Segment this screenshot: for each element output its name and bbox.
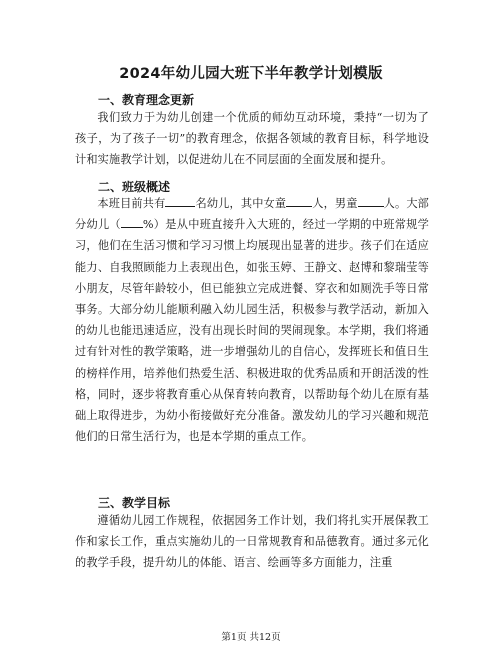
class-count-text-4: 人。大部分幼儿（ <box>75 197 430 232</box>
boys-count-blank <box>358 194 384 207</box>
class-count-text-3: 人，男童 <box>312 197 358 210</box>
girls-count-blank <box>286 194 312 207</box>
percent-blank <box>121 215 143 228</box>
section-body-3: 遵循幼儿园工作规程，依据园务工作计划，我们将扎实开展保教工作和家长工作，重点实施幼儿的一日常规教育和品德教育。通过多元化的教学手段，提升幼儿的体能、语言、绘画等多方面能力，注重 <box>75 514 429 570</box>
total-count-blank <box>165 194 195 207</box>
section-heading-3: 三、教学目标 <box>98 496 171 510</box>
class-count-text-1: 本班目前共有 <box>97 197 166 210</box>
document-title: 2024年幼儿园大班下半年教学计划模版 <box>119 66 383 82</box>
section-body-1: 我们致力于为幼儿创建一个优质的师幼互动环境，秉持“一切为了孩子，为了孩子一切”的教育理念，依据各领域的教育目标，科学地设计和实施教学计划，以促进幼儿在不同层面的全面发展和提升。 <box>75 111 429 167</box>
page-footer: 第1页 共12页 <box>221 632 281 643</box>
class-count-text-5: %）是从中班直接升入大班的，经过一学期的中班常规学习，他们在生活习惯和学习习惯上均展现出显著的进步。孩子们在适应能力、自我照顾能力上表现出色，如张玉婷、王静文、赵博和黎瑞莹等小朋友，尽管年龄较小，但已能独立完成进餐、穿衣和如厕洗手等日常事务。大部分幼儿能顺利融入幼儿园生活，积极参与教学活动，新加入的幼儿也能迅速适应，没有出现长时间的哭闹现象。本学期，我们将通过有针对性的教学策略，进一步增强幼儿的自信心，发挥班长和值日生的榜样作用，培养他们热爱生活、积极进取的优秀品质和开朗活泼的性格，同时，逐步将教育重心从保育转向教育，以帮助每个幼儿在原有基础上取得进步，为幼小衔接做好充分准备。激发幼儿的学习兴趣和规范他们的日常生活行为，也是本学期的重点工作。 <box>75 218 429 444</box>
section-heading-1: 一、教育理念更新 <box>98 93 195 107</box>
class-count-text-2: 名幼儿，其中女童 <box>195 197 287 210</box>
section-heading-2: 二、班级概述 <box>98 180 171 194</box>
section-body-2 <box>75 193 429 447</box>
